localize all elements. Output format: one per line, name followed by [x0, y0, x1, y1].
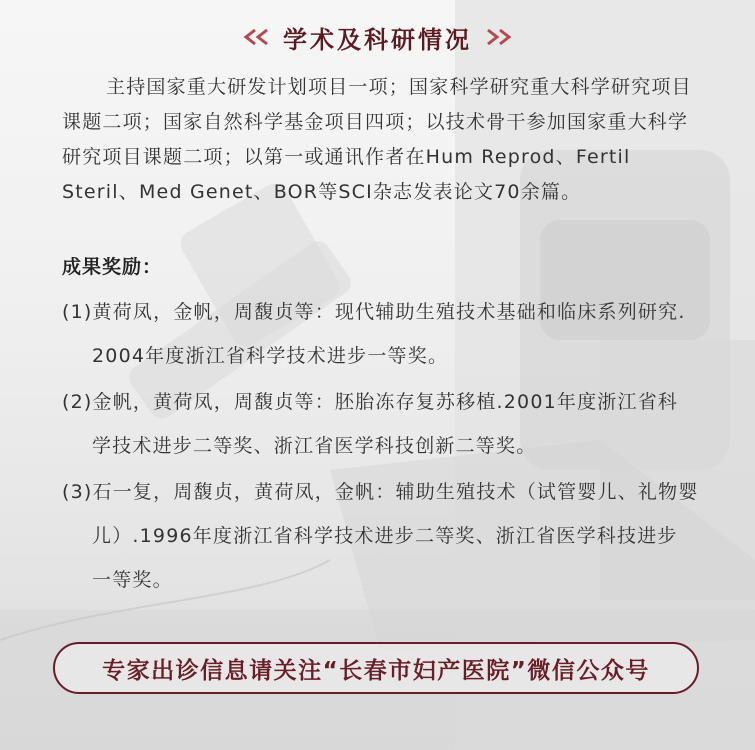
award-item-3 — [62, 470, 702, 602]
double-chevron-right-icon — [482, 28, 516, 46]
award-line: 学技术进步二等奖、浙江省医学科技创新二等奖。 — [92, 435, 537, 457]
award-line: (2)金帆，黄荷凤，周馥贞等：胚胎冻存复苏移植.2001年度浙江省科 — [62, 391, 679, 413]
award-line: (3)石一复，周馥贞，黄荷凤，金帆：辅助生殖技术（试管婴儿、礼物婴 — [62, 481, 699, 503]
banner-text: 专家出诊信息请关注“长春市妇产医院”微信公众号 — [102, 657, 650, 684]
award-line: 2004年度浙江省科学技术进步一等奖。 — [92, 345, 449, 367]
award-item-2 — [62, 380, 702, 468]
awards-heading: 成果奖励： — [62, 256, 163, 278]
award-line: 儿）.1996年度浙江省科学技术进步二等奖、浙江省医学科技进步 — [92, 525, 678, 547]
award-line: 一等奖。 — [92, 569, 173, 591]
section-header — [0, 18, 755, 56]
page-title: 学术及科研情况 — [283, 25, 472, 54]
award-line: (1)黄荷凤，金帆，周馥贞等：现代辅助生殖技术基础和临床系列研究. — [62, 301, 686, 323]
intro-paragraph: 主持国家重大研发计划项目一项；国家科学研究重大科学研究项目课题二项；国家自然科学基金项目四项；以技术骨干参加国家重大科学研究项目课题二项；以第一或通讯作者在Hum Reprod、Fertil Steril、Med Genet、BOR等SCI杂志发表论文70余篇。 — [62, 76, 692, 203]
award-item-1 — [62, 290, 702, 378]
double-chevron-left-icon — [239, 28, 273, 46]
wechat-follow-banner[interactable] — [53, 642, 699, 694]
